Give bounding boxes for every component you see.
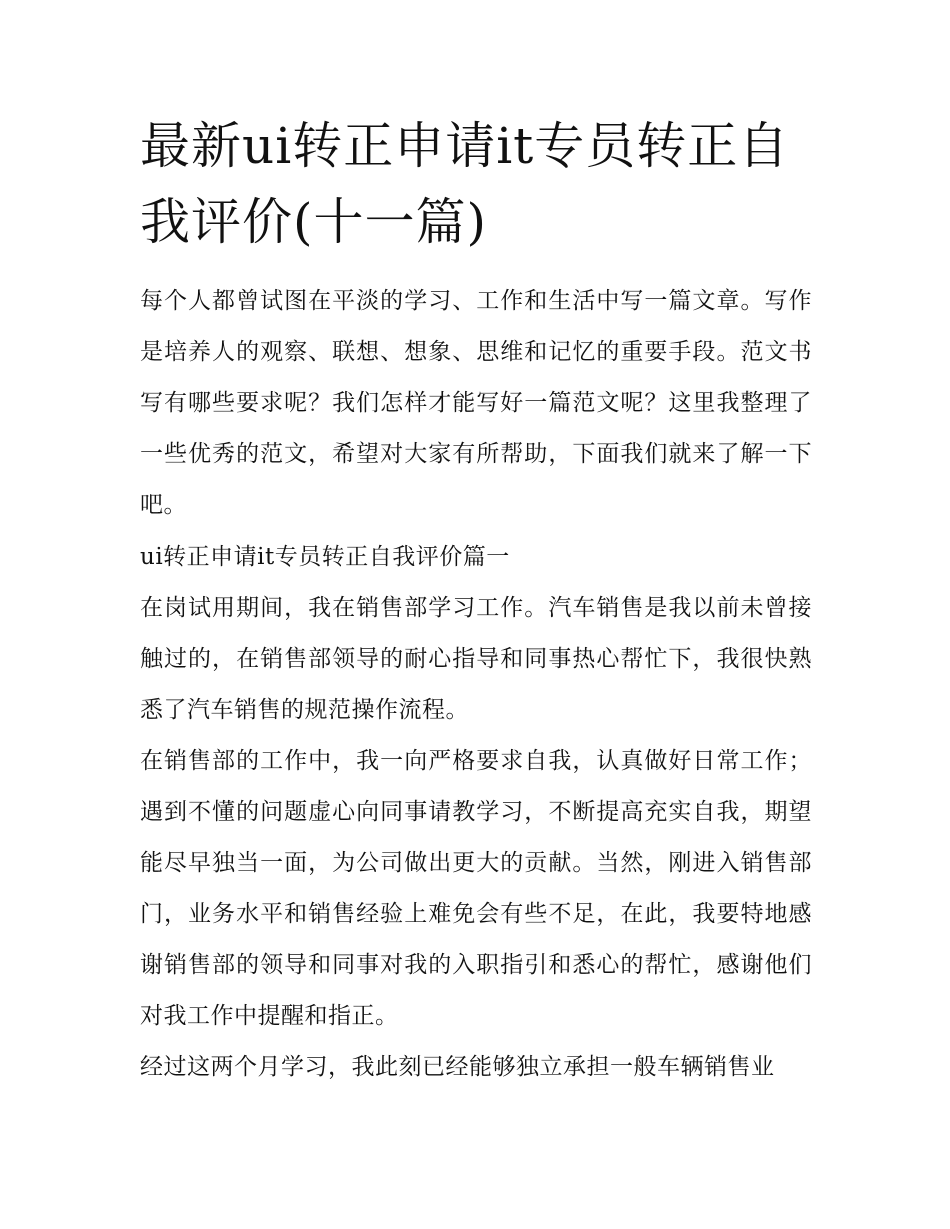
section-heading: ui转正申请it专员转正自我评价篇一 xyxy=(140,544,510,570)
body-paragraph-2: 在销售部的工作中，我一向严格要求自我，认真做好日常工作；遇到不懂的问题虚心向同事请教学习，不断提高充实自我，期望能尽早独当一面，为公司做出更大的贡献。当然，刚进入销售部门，业务水平和销售经验上难免会有些不足，在此，我要特地感谢销售部的领导和同事对我的入职指引和悉心的帮忙，感谢他们对我工作中提醒和指正。 xyxy=(140,748,812,1029)
body-paragraph-1: 在岗试用期间，我在销售部学习工作。汽车销售是我以前未曾接触过的，在销售部领导的耐心指导和同事热心帮忙下，我很快熟悉了汽车销售的规范操作流程。 xyxy=(140,595,812,723)
document-page xyxy=(140,108,812,1093)
intro-paragraph: 每个人都曾试图在平淡的学习、工作和生活中写一篇文章。写作是培养人的观察、联想、想象、思维和记忆的重要手段。范文书写有哪些要求呢？我们怎样才能写好一篇范文呢？这里我整理了一些优秀的范文，希望对大家有所帮助，下面我们就来了解一下吧。 xyxy=(140,288,812,518)
body-paragraph-3: 经过这两个月学习，我此刻已经能够独立承担一般车辆销售业 xyxy=(140,1054,775,1080)
document-title: 最新ui转正申请it专员转正自我评价(十一篇) xyxy=(140,117,790,251)
